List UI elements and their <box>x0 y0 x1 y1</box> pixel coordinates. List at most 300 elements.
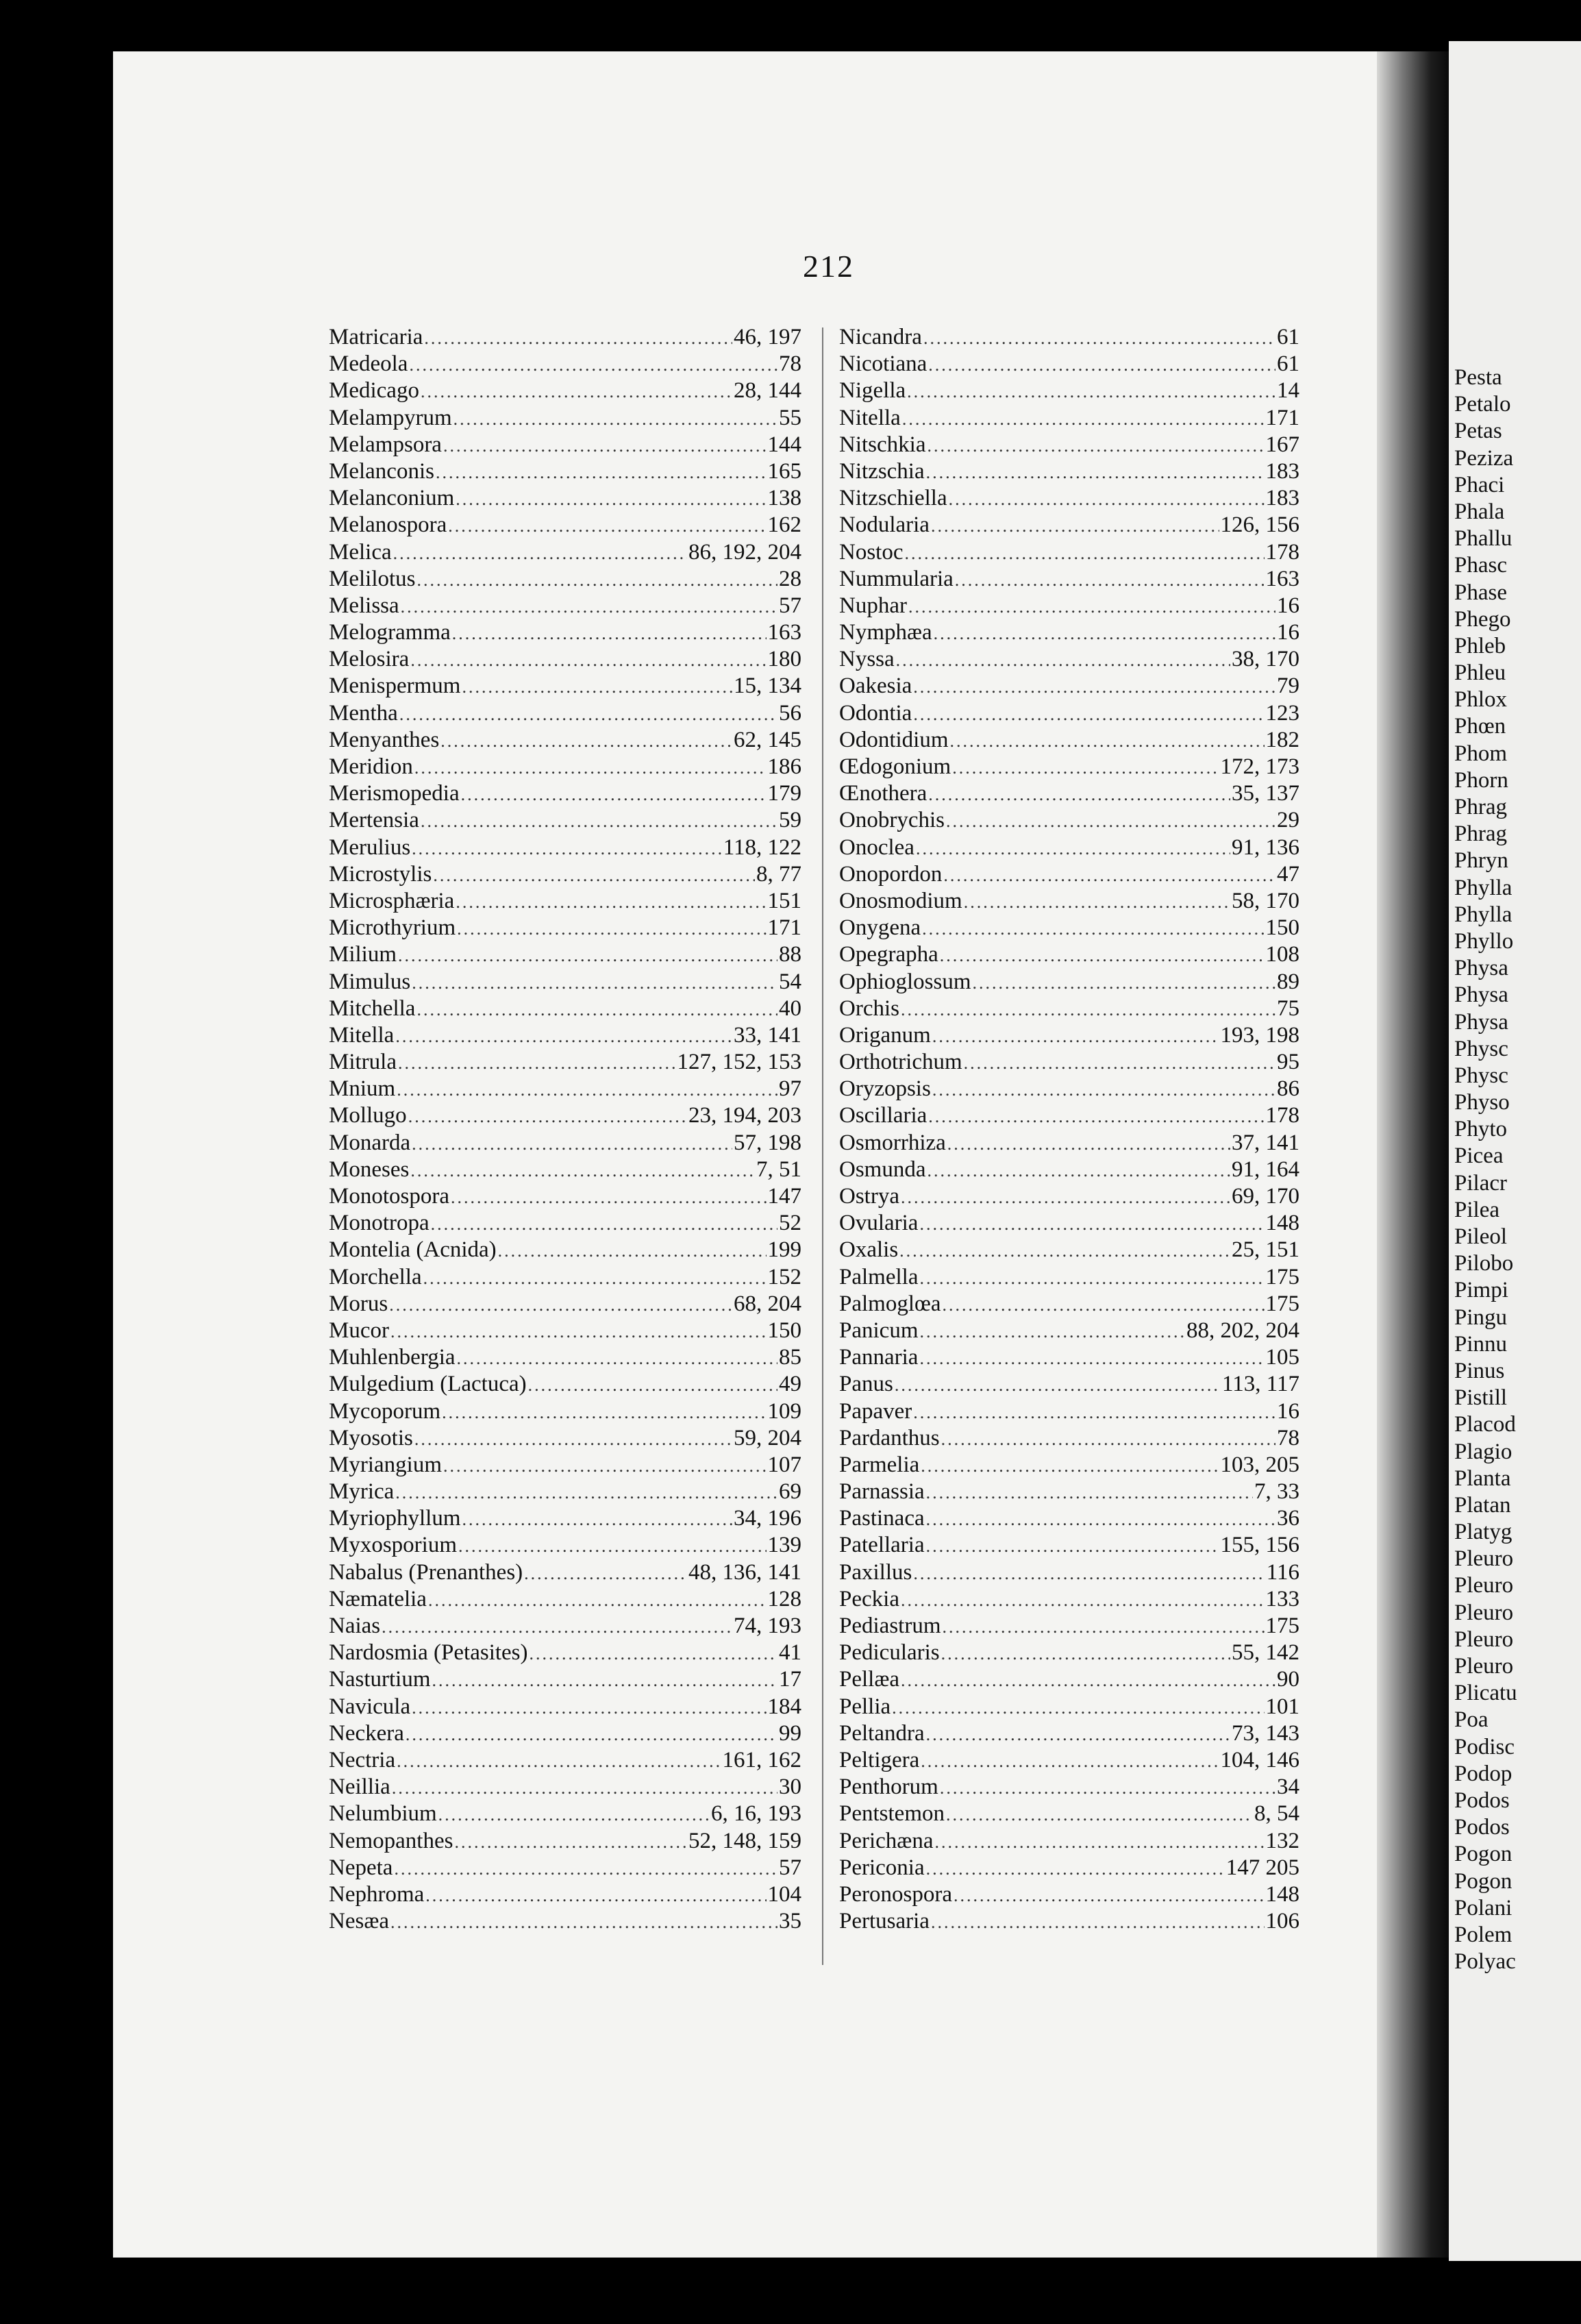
index-entry <box>839 1774 1299 1801</box>
index-entry-name: Parnassia <box>839 1479 925 1505</box>
index-entry-name: Mitrula <box>329 1050 397 1075</box>
facing-page-entry: Physo <box>1454 1090 1510 1115</box>
index-entry-name: Melosira <box>329 647 410 672</box>
facing-page-entry: Podos <box>1454 1788 1510 1813</box>
index-entry-pages: 152 <box>767 1264 801 1289</box>
index-entry-name: Opegrapha <box>839 942 938 967</box>
index-entry-name: Menyanthes <box>329 727 440 752</box>
index-entry-name: Myriangium <box>329 1452 442 1477</box>
facing-page-entry: Petas <box>1454 419 1502 444</box>
index-entry <box>839 1344 1299 1371</box>
dot-leader <box>901 1587 1265 1614</box>
index-entry <box>329 1291 801 1318</box>
facing-page-entry: Picea <box>1454 1144 1504 1169</box>
index-entry-name: Melanospora <box>329 512 447 538</box>
facing-page-entry: Pleuro <box>1454 1654 1514 1679</box>
dot-leader <box>417 567 777 593</box>
index-entry-name: Nitzschia <box>839 458 925 484</box>
dot-leader <box>409 351 777 378</box>
facing-page-entry: Polyac <box>1454 1949 1516 1975</box>
index-entry-name: Mollugo <box>329 1103 407 1128</box>
index-entry-pages: 165 <box>767 458 801 484</box>
facing-page-entry: Plicatu <box>1454 1681 1517 1706</box>
facing-page-index-fragment <box>1454 364 1517 1975</box>
index-entry-pages: 54 <box>779 969 801 994</box>
dot-leader <box>448 512 766 539</box>
index-entry <box>839 351 1299 378</box>
index-entry-pages: 89 <box>1277 969 1299 994</box>
index-entry-name: Pediastrum <box>839 1614 941 1638</box>
index-entry-pages: 172, 173 <box>1220 754 1299 779</box>
index-entry-pages: 73, 143 <box>1232 1720 1299 1746</box>
index-entry <box>329 1183 801 1210</box>
dot-leader <box>896 647 1230 673</box>
index-entry <box>329 1210 801 1237</box>
index-entry <box>839 458 1299 485</box>
index-entry <box>839 1183 1299 1210</box>
index-entry <box>839 1210 1299 1237</box>
index-entry-pages: 178 <box>1265 539 1299 565</box>
dot-leader <box>919 1265 1264 1291</box>
dot-leader <box>416 996 777 1023</box>
index-entry-name: Moneses <box>329 1157 410 1182</box>
index-entry <box>839 1371 1299 1398</box>
dot-leader <box>462 673 732 700</box>
dot-leader <box>456 486 766 512</box>
index-entry-name: Orchis <box>839 996 899 1021</box>
index-entry <box>329 1022 801 1049</box>
index-entry-name: Nicandra <box>839 325 922 349</box>
index-entry-name: Melica <box>329 539 392 565</box>
index-entry-name: Navicula <box>329 1694 411 1719</box>
dot-leader <box>399 701 777 728</box>
index-entry-name: Pellia <box>839 1694 891 1719</box>
dot-leader <box>919 1318 1185 1345</box>
facing-page-entry: Physa <box>1454 982 1508 1008</box>
index-entry-name: Odontia <box>839 700 912 726</box>
index-entry-pages: 57 <box>779 593 801 618</box>
index-entry-pages: 161, 162 <box>722 1747 801 1772</box>
dot-leader <box>964 1050 1275 1076</box>
index-entry <box>839 1881 1299 1908</box>
index-entry-pages: 104, 146 <box>1220 1747 1299 1772</box>
dot-leader <box>458 1533 766 1559</box>
index-entry-pages: 147 205 <box>1225 1855 1299 1880</box>
index-entry <box>839 780 1299 807</box>
index-entry <box>839 941 1299 968</box>
index-entry-pages: 62, 145 <box>734 727 801 752</box>
dot-leader <box>926 1479 1253 1506</box>
index-entry-pages: 59, 204 <box>734 1425 801 1450</box>
dot-leader <box>905 540 1265 567</box>
index-entry-pages: 8, 54 <box>1254 1801 1299 1827</box>
index-entry <box>839 378 1299 404</box>
index-entry-pages: 171 <box>767 915 801 941</box>
index-entry-name: Nemopanthes <box>329 1828 453 1853</box>
dot-leader <box>410 647 766 673</box>
dot-leader <box>397 1748 721 1775</box>
index-entry <box>329 861 801 888</box>
dot-leader <box>390 1909 777 1936</box>
index-entry-name: Panicum <box>839 1318 919 1343</box>
index-entry-name: Mertensia <box>329 808 419 833</box>
dot-leader <box>931 1909 1265 1936</box>
index-entry-pages: 58, 170 <box>1232 888 1299 913</box>
index-entry <box>329 1102 801 1129</box>
index-entry-name: Palmoglœa <box>839 1291 941 1316</box>
index-entry-pages: 48, 136, 141 <box>688 1559 801 1585</box>
index-entry-pages: 68, 204 <box>734 1291 801 1316</box>
index-entry <box>839 324 1299 351</box>
facing-page-entry: Pilobo <box>1454 1251 1514 1276</box>
index-entry <box>839 835 1299 861</box>
index-entry-name: Pedicularis <box>839 1640 940 1666</box>
dot-leader <box>931 512 1219 539</box>
index-entry-pages: 180 <box>767 647 801 672</box>
index-entry-pages: 79 <box>1277 673 1299 699</box>
index-entry-pages: 113, 117 <box>1221 1372 1299 1397</box>
index-entry-name: Myxosporium <box>329 1533 458 1558</box>
index-entry <box>839 405 1299 432</box>
facing-page-entry: Pilea <box>1454 1197 1499 1222</box>
dot-leader <box>443 432 767 459</box>
index-entry-name: Mycoporum <box>329 1398 441 1424</box>
facing-page-entry: Phleb <box>1454 633 1506 658</box>
facing-page-entry: Pimpi <box>1454 1278 1508 1303</box>
dot-leader <box>940 1775 1275 1801</box>
index-entry-name: Microsphæria <box>329 888 455 913</box>
index-entry <box>839 646 1299 673</box>
index-entry-name: Papaver <box>839 1398 912 1424</box>
dot-leader <box>913 673 1275 700</box>
index-entry <box>839 1049 1299 1076</box>
index-entry <box>839 1479 1299 1505</box>
dot-leader <box>926 1721 1230 1748</box>
index-entry-name: Morchella <box>329 1264 422 1289</box>
dot-leader <box>412 1130 732 1157</box>
index-entry-pages: 162 <box>767 512 801 538</box>
index-entry-name: Muhlenbergia <box>329 1345 456 1370</box>
index-entry <box>839 727 1299 754</box>
index-entry <box>329 1586 801 1613</box>
index-entry <box>839 1747 1299 1774</box>
index-entry-name: Onygena <box>839 915 921 941</box>
index-entry-pages: 103, 205 <box>1220 1452 1299 1477</box>
index-entry-pages: 90 <box>1277 1667 1299 1692</box>
index-entry-pages: 91, 164 <box>1232 1157 1299 1182</box>
index-entry-name: Nitella <box>839 405 901 430</box>
index-entry <box>329 1130 801 1157</box>
index-entry-pages: 144 <box>767 432 801 457</box>
dot-leader <box>928 1157 1231 1184</box>
index-entry-name: Œdogonium <box>839 754 951 779</box>
index-entry-pages: 175 <box>1265 1264 1299 1289</box>
index-entry <box>329 1640 801 1666</box>
dot-leader <box>941 1426 1275 1452</box>
index-entry-pages: 57, 198 <box>734 1130 801 1155</box>
index-entry-name: Patellaria <box>839 1533 925 1558</box>
index-entry-pages: 16 <box>1277 620 1299 645</box>
index-entry-name: Nelumbium <box>329 1801 437 1827</box>
index-entry-name: Melilotus <box>329 566 416 591</box>
index-entry <box>839 1613 1299 1640</box>
facing-page-entry: Phallu <box>1454 526 1512 552</box>
index-entry <box>839 1291 1299 1318</box>
index-entry-pages: 107 <box>767 1452 801 1477</box>
index-entry-pages: 175 <box>1265 1291 1299 1316</box>
index-entry <box>839 888 1299 915</box>
index-entry-pages: 52 <box>779 1211 801 1236</box>
index-entry-name: Monotospora <box>329 1184 449 1209</box>
facing-page-entry: Pilacr <box>1454 1170 1507 1196</box>
index-entry-pages: 17 <box>779 1667 801 1692</box>
facing-page-entry: Phorn <box>1454 767 1508 793</box>
facing-page-entry: Phlox <box>1454 687 1508 713</box>
index-entry <box>839 1559 1299 1586</box>
facing-page-entry: Phom <box>1454 741 1508 766</box>
index-entry-pages: 199 <box>767 1237 801 1263</box>
index-entry-pages: 78 <box>1277 1425 1299 1450</box>
dot-leader <box>901 996 1275 1023</box>
index-entry <box>839 700 1299 727</box>
index-entry-name: Mucor <box>329 1318 389 1343</box>
dot-leader <box>913 701 1264 728</box>
index-entry-pages: 37, 141 <box>1232 1130 1299 1155</box>
index-entry-pages: 86 <box>1277 1076 1299 1102</box>
facing-page-edge <box>1449 41 1581 2261</box>
index-entry <box>329 1908 801 1935</box>
index-entry <box>329 1452 801 1479</box>
index-entry-name: Peltigera <box>839 1747 920 1772</box>
facing-page-entry: Pleuro <box>1454 1627 1514 1652</box>
facing-page-entry: Phleu <box>1454 660 1506 686</box>
index-column-left <box>329 324 801 1935</box>
dot-leader <box>927 432 1264 459</box>
index-entry-pages: 106 <box>1265 1909 1299 1934</box>
index-entry-pages: 183 <box>1265 486 1299 511</box>
index-entry <box>329 1694 801 1720</box>
dot-leader <box>392 1775 777 1801</box>
index-entry-name: Nummularia <box>839 566 954 591</box>
facing-page-entry: Phylla <box>1454 902 1512 927</box>
index-entry <box>329 619 801 646</box>
index-entry-pages: 178 <box>1265 1103 1299 1128</box>
dot-leader <box>922 915 1264 942</box>
facing-page-entry: Phala <box>1454 499 1505 524</box>
facing-page-entry: Physa <box>1454 1009 1508 1035</box>
index-entry-name: Menispermum <box>329 673 461 699</box>
index-entry-pages: 118, 122 <box>723 835 801 860</box>
dot-leader <box>899 1237 1230 1264</box>
dot-leader <box>921 1452 1219 1479</box>
index-entry-name: Mentha <box>329 700 398 726</box>
index-entry-pages: 69, 170 <box>1232 1184 1299 1209</box>
index-entry-pages: 148 <box>1265 1881 1299 1907</box>
index-entry <box>839 1801 1299 1827</box>
facing-page-entry: Physa <box>1454 956 1508 981</box>
dot-leader <box>934 1829 1264 1855</box>
index-entry <box>839 1908 1299 1935</box>
dot-leader <box>901 1667 1275 1694</box>
dot-leader <box>432 1667 777 1694</box>
dot-leader <box>901 1184 1230 1211</box>
index-entry-pages: 104 <box>767 1881 801 1907</box>
index-entry <box>839 996 1299 1022</box>
index-entry-pages: 55 <box>779 405 801 430</box>
facing-page-entry: Poa <box>1454 1707 1489 1733</box>
dot-leader <box>941 1640 1230 1667</box>
index-entry <box>329 1425 801 1452</box>
index-entry-pages: 56 <box>779 700 801 726</box>
index-entry <box>329 1666 801 1693</box>
index-entry-name: Oakesia <box>839 673 912 699</box>
dot-leader <box>895 1372 1221 1398</box>
dot-leader <box>431 1211 777 1237</box>
index-entry-pages: 148 <box>1265 1211 1299 1236</box>
index-entry <box>329 432 801 458</box>
dot-leader <box>949 486 1265 512</box>
facing-page-entry: Phase <box>1454 580 1507 605</box>
dot-leader <box>412 969 777 996</box>
index-entry <box>329 351 801 378</box>
dot-leader <box>410 1157 755 1184</box>
index-entry-name: Peltandra <box>839 1720 925 1746</box>
dot-leader <box>916 835 1230 862</box>
index-entry <box>839 539 1299 566</box>
index-entry-name: Morus <box>329 1291 388 1316</box>
index-entry-pages: 171 <box>1265 405 1299 430</box>
dot-leader <box>954 1882 1265 1909</box>
dot-leader <box>952 754 1219 781</box>
dot-leader <box>452 620 767 647</box>
index-entry <box>839 969 1299 996</box>
index-entry-name: Nuphar <box>839 593 907 618</box>
index-entry-name: Nitschkia <box>839 432 926 457</box>
index-entry-pages: 33, 141 <box>734 1022 801 1048</box>
index-entry <box>329 1613 801 1640</box>
facing-page-entry: Pistill <box>1454 1385 1508 1411</box>
index-entry-pages: 123 <box>1265 700 1299 726</box>
facing-page-entry: Pogon <box>1454 1842 1512 1867</box>
dot-leader <box>398 942 777 969</box>
dot-leader <box>892 1694 1264 1721</box>
index-entry <box>839 1640 1299 1666</box>
page-number: 212 <box>803 249 854 284</box>
index-entry-pages: 57 <box>779 1855 801 1880</box>
dot-leader <box>412 835 722 862</box>
index-entry-pages: 52, 148, 159 <box>688 1828 801 1853</box>
dot-leader <box>946 1801 1253 1828</box>
index-entry <box>839 1855 1299 1881</box>
facing-page-entry: Petalo <box>1454 392 1511 417</box>
index-entry-name: Perichæna <box>839 1828 934 1853</box>
dot-leader <box>390 1318 767 1345</box>
index-entry-name: Nesæa <box>329 1909 389 1934</box>
index-entry <box>329 888 801 915</box>
index-entry <box>329 969 801 996</box>
index-entry <box>839 1237 1299 1263</box>
index-entry <box>329 1774 801 1801</box>
index-entry-pages: 34 <box>1277 1775 1299 1800</box>
index-entry <box>329 700 801 727</box>
facing-page-entry: Pingu <box>1454 1305 1508 1330</box>
dot-leader <box>947 1130 1230 1157</box>
index-entry-pages: 38, 170 <box>1232 647 1299 672</box>
index-entry-pages: 85 <box>779 1345 801 1370</box>
index-entry <box>839 915 1299 941</box>
dot-leader <box>973 969 1275 996</box>
index-entry-pages: 95 <box>1277 1050 1299 1075</box>
index-entry <box>839 1425 1299 1452</box>
index-entry <box>329 324 801 351</box>
index-entry <box>839 861 1299 888</box>
index-entry-name: Nectria <box>329 1747 396 1772</box>
index-entry-name: Melissa <box>329 593 399 618</box>
index-entry-name: Pentstemon <box>839 1801 945 1827</box>
index-entry-name: Matricaria <box>329 325 423 349</box>
index-entry-pages: 151 <box>767 888 801 913</box>
index-entry-name: Melogramma <box>329 620 451 645</box>
index-entry-pages: 138 <box>767 486 801 511</box>
index-entry-pages: 167 <box>1265 432 1299 457</box>
index-entry-name: Mnium <box>329 1076 396 1102</box>
index-entry-name: Oxalis <box>839 1237 899 1263</box>
index-entry <box>329 1264 801 1291</box>
dot-leader <box>934 620 1275 647</box>
index-entry-pages: 186 <box>767 754 801 779</box>
index-entry <box>839 1157 1299 1183</box>
dot-leader <box>942 1614 1264 1640</box>
dot-leader <box>530 1640 777 1667</box>
index-entry-name: Origanum <box>839 1022 931 1048</box>
facing-page-entry: Placod <box>1454 1412 1516 1437</box>
index-entry-pages: 182 <box>1265 727 1299 752</box>
index-entry-name: Nodularia <box>839 512 930 538</box>
facing-page-entry: Phasc <box>1454 553 1507 578</box>
dot-leader <box>928 1103 1264 1130</box>
index-entry-pages: 128 <box>767 1586 801 1611</box>
dot-leader <box>462 1506 732 1533</box>
dot-leader <box>461 781 767 808</box>
index-entry-name: Mitella <box>329 1022 395 1048</box>
facing-page-entry: Platyg <box>1454 1520 1512 1545</box>
dot-leader <box>421 378 732 405</box>
index-entry-name: Oryzopsis <box>839 1076 931 1102</box>
facing-page-entry: Pleuro <box>1454 1573 1514 1598</box>
index-entry-name: Pertusaria <box>839 1909 930 1934</box>
index-entry-pages: 155, 156 <box>1220 1533 1299 1558</box>
index-entry-name: Nephroma <box>329 1881 425 1907</box>
dot-leader <box>902 406 1265 432</box>
index-entry <box>839 1102 1299 1129</box>
facing-page-entry: Podop <box>1454 1761 1512 1786</box>
book-gutter-shadow <box>1377 51 1449 2258</box>
index-entry <box>329 1398 801 1425</box>
facing-page-entry: Podos <box>1454 1815 1510 1840</box>
index-entry-name: Myosotis <box>329 1425 413 1450</box>
index-entry-name: Onosmodium <box>839 888 962 913</box>
index-entry-pages: 16 <box>1277 593 1299 618</box>
index-entry-name: Monarda <box>329 1130 411 1155</box>
dot-leader <box>414 1426 732 1452</box>
dot-leader <box>928 781 1230 808</box>
facing-page-entry: Pleuro <box>1454 1546 1514 1572</box>
index-entry-name: Onobrychis <box>839 808 945 833</box>
index-entry <box>839 1130 1299 1157</box>
dot-leader <box>926 1855 1225 1882</box>
facing-page-entry: Pesta <box>1454 365 1502 390</box>
index-entry <box>329 807 801 834</box>
